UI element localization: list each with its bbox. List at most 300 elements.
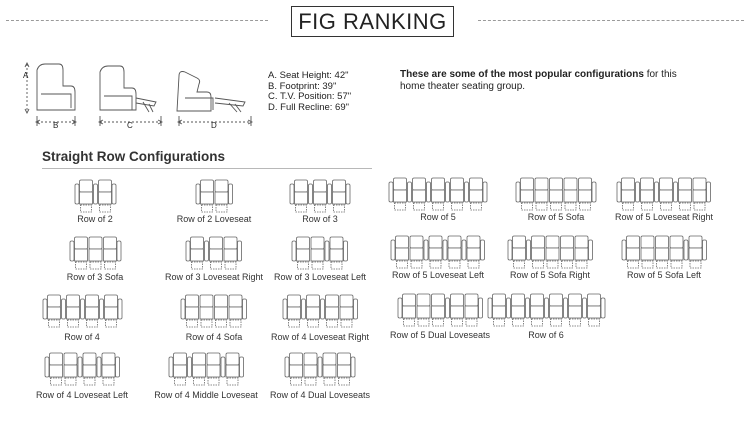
seat-back: [579, 178, 592, 190]
seat-back: [396, 236, 409, 248]
footrest: [576, 261, 587, 268]
seat-cushion: [546, 248, 559, 260]
dim-letter-d: D: [211, 121, 217, 130]
footrest: [536, 203, 547, 210]
intro-rest: for this home theater seating group.: [400, 69, 677, 92]
config-label: Row of 6: [528, 330, 564, 340]
footrest: [580, 203, 591, 210]
armrest: [483, 182, 487, 202]
armrest: [283, 299, 287, 319]
seat-back: [410, 236, 423, 248]
footrest: [324, 378, 335, 385]
armrest: [702, 240, 706, 260]
config-label: Row of 3: [302, 214, 338, 224]
armrest: [301, 299, 305, 319]
footrest: [341, 320, 352, 327]
armrest: [285, 357, 289, 377]
seating-row-icon-15: [391, 236, 485, 270]
seat-cushion: [314, 192, 327, 204]
seat-cushion: [98, 192, 111, 204]
seat-cushion: [323, 365, 336, 377]
seat-back: [535, 178, 548, 190]
armrest: [617, 182, 621, 202]
armrest: [622, 240, 626, 260]
armrest: [353, 299, 357, 319]
footrest: [211, 262, 222, 269]
seat-cushion: [622, 190, 635, 202]
seat-cushion: [451, 190, 464, 202]
seating-row-icon-9: [45, 353, 120, 387]
seat-cushion: [579, 190, 592, 202]
armrest: [389, 182, 393, 202]
seat-back: [492, 294, 505, 306]
seat-back: [340, 295, 353, 307]
seat-cushion: [670, 248, 683, 260]
seat-cushion: [410, 248, 423, 260]
footrest: [452, 203, 463, 210]
armrest: [328, 184, 332, 204]
seat-cushion: [186, 307, 199, 319]
seat-back: [192, 353, 205, 365]
seat-cushion: [679, 190, 692, 202]
seat-back: [394, 178, 407, 190]
seat-back: [531, 236, 544, 248]
footrest: [642, 203, 653, 210]
seat-back: [432, 178, 445, 190]
footrest: [395, 203, 406, 210]
footrest: [75, 262, 86, 269]
footrest: [569, 319, 580, 326]
config-label: Row of 4 Dual Loveseats: [269, 390, 371, 400]
seat-cushion: [511, 306, 524, 318]
armrest: [636, 182, 640, 202]
armrest: [78, 357, 82, 377]
armrest: [391, 240, 395, 260]
seat-back: [49, 353, 62, 365]
seat-cushion: [47, 307, 60, 319]
seat-back: [215, 180, 228, 192]
seat-cushion: [215, 307, 228, 319]
armrest: [70, 241, 74, 261]
armrest: [205, 241, 209, 261]
footrest: [227, 378, 238, 385]
footrest: [339, 378, 350, 385]
armrest: [443, 240, 447, 260]
footrest: [230, 320, 241, 327]
armrest: [186, 241, 190, 261]
seat-back: [587, 294, 600, 306]
footrest: [50, 378, 61, 385]
seat-back: [575, 236, 588, 248]
armrest: [196, 184, 200, 204]
seat-back: [306, 295, 319, 307]
footrest: [208, 378, 219, 385]
chair-recline-icon: [177, 72, 245, 113]
config-label: Row of 4 Loveseat Right: [270, 332, 370, 342]
seat-cushion: [200, 307, 213, 319]
seat-cushion: [340, 307, 353, 319]
seat-cushion: [467, 248, 480, 260]
footrest: [532, 261, 543, 268]
config-label: Row of 2: [77, 214, 113, 224]
seat-cushion: [102, 365, 115, 377]
seat-cushion: [226, 365, 239, 377]
seat-cushion: [49, 365, 62, 377]
seat-back: [689, 236, 702, 248]
armrest: [707, 182, 711, 202]
seat-back: [98, 180, 111, 192]
armrest: [346, 184, 350, 204]
seat-back: [83, 353, 96, 365]
seat-cushion: [325, 307, 338, 319]
seat-cushion: [287, 307, 300, 319]
armrest: [544, 298, 548, 318]
armrest: [238, 241, 242, 261]
armrest: [516, 182, 520, 202]
armrest: [408, 182, 412, 202]
footrest: [623, 203, 634, 210]
seat-cushion: [64, 365, 77, 377]
armrest: [93, 184, 97, 204]
header-rule-left: [6, 20, 268, 21]
armrest: [427, 182, 431, 202]
footrest: [466, 319, 477, 326]
seat-back: [451, 178, 464, 190]
seat-cushion: [215, 192, 228, 204]
seat-back: [338, 353, 351, 365]
seat-cushion: [448, 248, 461, 260]
seat-cushion: [521, 190, 534, 202]
seat-back: [465, 294, 478, 306]
footrest: [288, 320, 299, 327]
seat-back: [210, 237, 223, 249]
armrest: [655, 182, 659, 202]
seat-cushion: [641, 190, 654, 202]
seat-back: [521, 178, 534, 190]
config-label: Row of 3 Sofa: [66, 272, 124, 282]
seat-cushion: [330, 249, 343, 261]
seat-cushion: [402, 306, 415, 318]
footrest: [193, 378, 204, 385]
footrest: [551, 203, 562, 210]
seat-back: [622, 178, 635, 190]
seat-back: [74, 237, 87, 249]
footrest: [661, 203, 672, 210]
seat-cushion: [450, 306, 463, 318]
seat-back: [560, 236, 573, 248]
footrest: [561, 261, 572, 268]
footrest: [312, 262, 323, 269]
seat-cushion: [530, 306, 543, 318]
armrest: [290, 184, 294, 204]
footrest: [307, 320, 318, 327]
armrest: [187, 357, 191, 377]
seat-back: [467, 236, 480, 248]
armrest: [478, 298, 482, 318]
config-label: Row of 4 Middle Loveseat: [154, 390, 258, 400]
footrest: [565, 203, 576, 210]
armrest: [169, 357, 173, 377]
armrest: [325, 241, 329, 261]
armrest: [228, 184, 232, 204]
seat-back: [104, 295, 117, 307]
seat-back: [693, 178, 706, 190]
footrest: [187, 320, 198, 327]
footrest: [296, 205, 307, 212]
footrest: [174, 378, 185, 385]
seat-back: [102, 353, 115, 365]
footrest: [84, 378, 95, 385]
seat-back: [448, 236, 461, 248]
seat-cushion: [564, 190, 577, 202]
seat-cushion: [333, 192, 346, 204]
seating-row-icon-14: [617, 178, 711, 212]
config-label: Row of 5 Loveseat Right: [614, 212, 714, 222]
seat-back: [325, 295, 338, 307]
armrest: [80, 299, 84, 319]
footrest: [99, 205, 110, 212]
seat-cushion: [549, 306, 562, 318]
spec-footprint: B. Footprint: 39": [268, 80, 337, 92]
seating-row-icon-4: [186, 237, 242, 271]
seat-back: [641, 236, 654, 248]
armrest: [344, 241, 348, 261]
footrest: [305, 378, 316, 385]
footrest: [432, 319, 443, 326]
seat-back: [226, 353, 239, 365]
footrest: [403, 319, 414, 326]
seat-back: [626, 236, 639, 248]
seat-back: [191, 237, 204, 249]
seat-back: [314, 180, 327, 192]
seat-cushion: [79, 192, 92, 204]
seat-cushion: [535, 190, 548, 202]
seat-back: [287, 295, 300, 307]
seat-back: [47, 295, 60, 307]
seat-cushion: [693, 190, 706, 202]
footrest: [433, 203, 444, 210]
armrest: [488, 298, 492, 318]
seat-cushion: [66, 307, 79, 319]
footrest: [90, 262, 101, 269]
seat-cushion: [431, 306, 444, 318]
spec-tv-position: C. T.V. Position: 57": [268, 91, 352, 103]
seating-row-icon-0: [75, 180, 116, 214]
armrest: [181, 299, 185, 319]
seat-back: [290, 353, 303, 365]
spec-seat-height: A. Seat Height: 42": [268, 70, 349, 81]
footrest: [411, 261, 422, 268]
seat-cushion: [512, 248, 525, 260]
footrest: [67, 320, 78, 327]
seat-cushion: [229, 307, 242, 319]
armrest: [351, 357, 355, 377]
armrest: [45, 357, 49, 377]
seat-cushion: [465, 306, 478, 318]
seat-back: [64, 353, 77, 365]
footrest: [397, 261, 408, 268]
armrest: [525, 298, 529, 318]
armrest: [446, 182, 450, 202]
seat-back: [224, 237, 237, 249]
footrest: [216, 320, 227, 327]
config-label: Row of 5 Sofa Left: [626, 270, 702, 280]
footrest: [105, 320, 116, 327]
seat-cushion: [470, 190, 483, 202]
seat-back: [173, 353, 186, 365]
seat-back: [330, 237, 343, 249]
seat-back: [550, 178, 563, 190]
header-rule-right: [478, 20, 744, 21]
armrest: [221, 357, 225, 377]
armrest: [117, 241, 121, 261]
armrest: [97, 357, 101, 377]
footrest: [671, 261, 682, 268]
seat-cushion: [531, 248, 544, 260]
dim-letter-c: C: [127, 121, 133, 130]
seat-cushion: [587, 306, 600, 318]
seat-cushion: [689, 248, 702, 260]
intro-bold: These are some of the most popular configurations: [400, 69, 644, 80]
footrest: [512, 319, 523, 326]
footrest: [642, 261, 653, 268]
seat-back: [417, 294, 430, 306]
footrest: [547, 261, 558, 268]
armrest: [674, 182, 678, 202]
seat-cushion: [103, 249, 116, 261]
seat-back: [333, 180, 346, 192]
section-rule: [42, 168, 372, 169]
seat-cushion: [429, 248, 442, 260]
seat-cushion: [295, 192, 308, 204]
seat-back: [511, 294, 524, 306]
seat-cushion: [413, 190, 426, 202]
config-label: Row of 4: [64, 332, 100, 342]
seat-back: [311, 237, 324, 249]
seat-cushion: [224, 249, 237, 261]
config-label: Row of 3 Loveseat Right: [164, 272, 264, 282]
seat-cushion: [83, 365, 96, 377]
footrest: [80, 205, 91, 212]
seat-cushion: [304, 365, 317, 377]
seat-back: [186, 295, 199, 307]
seating-row-icon-16: [508, 236, 593, 270]
seat-back: [670, 236, 683, 248]
footrest: [104, 262, 115, 269]
seat-back: [295, 180, 308, 192]
seat-cushion: [641, 248, 654, 260]
armrest: [75, 184, 79, 204]
seat-cushion: [492, 306, 505, 318]
seat-back: [297, 237, 310, 249]
config-label: Row of 4 Loveseat Left: [35, 390, 129, 400]
seat-back: [450, 294, 463, 306]
config-label: Row of 5 Loveseat Left: [391, 270, 485, 280]
armrest: [115, 357, 119, 377]
armrest: [684, 240, 688, 260]
footrest: [550, 319, 561, 326]
seat-cushion: [432, 190, 445, 202]
spec-full-recline: D. Full Recline: 69": [268, 101, 349, 113]
footrest: [531, 319, 542, 326]
footrest: [513, 261, 524, 268]
seat-cushion: [85, 307, 98, 319]
seat-back: [655, 236, 668, 248]
footrest: [627, 261, 638, 268]
footrest: [216, 205, 227, 212]
seat-cushion: [74, 249, 87, 261]
seat-back: [85, 295, 98, 307]
armrest: [243, 299, 247, 319]
seat-cushion: [104, 307, 117, 319]
seat-cushion: [626, 248, 639, 260]
armrest: [588, 240, 592, 260]
footrest: [690, 261, 701, 268]
seating-row-icon-5: [292, 237, 348, 271]
seat-back: [564, 178, 577, 190]
seat-back: [200, 180, 213, 192]
seat-cushion: [311, 249, 324, 261]
dim-letter-b: B: [53, 121, 59, 130]
seat-back: [660, 178, 673, 190]
seating-row-icon-19: [488, 294, 605, 328]
seat-back: [89, 237, 102, 249]
footrest: [331, 262, 342, 269]
armrest: [462, 240, 466, 260]
config-label: Row of 4 Sofa: [185, 332, 243, 342]
seat-cushion: [396, 248, 409, 260]
seat-back: [402, 294, 415, 306]
armrest: [99, 299, 103, 319]
armrest: [320, 299, 324, 319]
seat-cushion: [200, 192, 213, 204]
config-label: Row of 3 Loveseat Left: [273, 272, 367, 282]
dimension-specs: [268, 71, 351, 113]
footrest: [225, 262, 236, 269]
armrest: [118, 299, 122, 319]
footrest: [315, 205, 326, 212]
seating-row-icon-13: [516, 178, 596, 212]
armrest: [318, 357, 322, 377]
armrest: [424, 240, 428, 260]
armrest: [239, 357, 243, 377]
config-label: Row of 5 Sofa: [527, 212, 585, 222]
armrest: [465, 182, 469, 202]
armrest: [309, 184, 313, 204]
seat-cushion: [560, 248, 573, 260]
seating-row-icon-18: [398, 294, 483, 328]
footrest: [451, 319, 462, 326]
footrest: [656, 261, 667, 268]
seat-cushion: [338, 365, 351, 377]
footrest: [493, 319, 504, 326]
seat-cushion: [191, 249, 204, 261]
recliner-dimension-diagram: [15, 58, 265, 138]
armrest: [563, 298, 567, 318]
seat-back: [207, 353, 220, 365]
seat-cushion: [192, 365, 205, 377]
page-title: FIG RANKING: [291, 6, 454, 37]
footrest: [680, 203, 691, 210]
seat-cushion: [173, 365, 186, 377]
seat-cushion: [660, 190, 673, 202]
seat-cushion: [306, 307, 319, 319]
seat-back: [641, 178, 654, 190]
footrest: [298, 262, 309, 269]
seat-cushion: [394, 190, 407, 202]
seat-cushion: [575, 248, 588, 260]
footrest: [694, 203, 705, 210]
